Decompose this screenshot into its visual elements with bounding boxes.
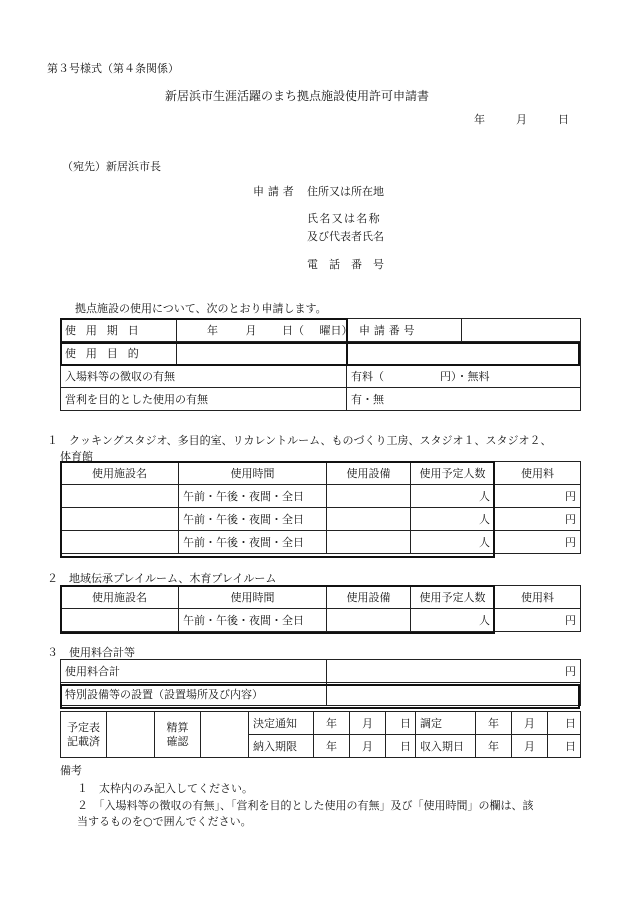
s2-fee-field: 円	[495, 609, 581, 632]
intro-text: 拠点施設の使用について、次のとおり申請します。	[75, 302, 327, 315]
note-2-cont: 当するものを○で囲んでください。	[77, 815, 252, 828]
s1-fee-field: 円	[495, 485, 581, 508]
purpose-label: 使用目的	[61, 342, 177, 365]
table-row	[61, 485, 581, 508]
office-table: 予定表 記載済 精算 確認 決定通知 年 月 日 調定 年 月 日 納入期限 年 月 日 収入期日 年 月 日	[60, 711, 581, 758]
s1-people-field[interactable]: 人	[411, 485, 495, 508]
applicant-label: 申請者	[253, 185, 298, 198]
s2-header-people: 使用予定人数	[411, 586, 495, 609]
decision-label: 決定通知	[249, 712, 314, 735]
note-1: １ 太枠内のみ記入してください。	[77, 782, 253, 795]
section1-heading: １ クッキングスタジオ、多目的室、リカレントルーム、ものづくり工房、スタジオ１、スタジオ２、	[47, 434, 552, 447]
s1-fee-field: 円	[495, 508, 581, 531]
section2-heading: ２ 地域伝承プレイルーム、木育プレイルーム	[47, 572, 277, 585]
section1-table	[60, 461, 581, 554]
receipt-label: 収入期日	[416, 735, 476, 758]
s1-fee-field: 円	[495, 531, 581, 554]
s1-header-people: 使用予定人数	[411, 462, 495, 485]
main-table	[60, 318, 581, 411]
s1-equipment-field[interactable]	[327, 508, 411, 531]
applicant-name-label: 氏名又は名称	[307, 212, 381, 225]
s1-facility-field[interactable]	[61, 508, 179, 531]
applicant-rep-label: 及び代表者氏名	[307, 230, 384, 243]
total-field: 円	[327, 660, 581, 683]
s1-time-options[interactable]: 午前・午後・夜間・全日	[179, 485, 327, 508]
s1-equipment-field[interactable]	[327, 485, 411, 508]
table-row	[61, 531, 581, 554]
profit-label: 営利を目的とした使用の有無	[61, 388, 347, 411]
table-row	[61, 508, 581, 531]
app-number-field	[462, 319, 581, 342]
fee-label: 入場料等の徴収の有無	[61, 365, 347, 388]
app-number-label: 申請番号	[347, 319, 462, 342]
table-row	[61, 609, 581, 632]
form-number: 第３号様式（第４条関係）	[47, 62, 179, 75]
adjust-label: 調定	[416, 712, 476, 735]
section1-heading-cont: 体育館	[60, 450, 93, 463]
s2-equipment-field[interactable]	[327, 609, 411, 632]
settle-field	[201, 712, 249, 758]
page-title: 新居浜市生涯活躍のまち拠点施設使用許可申請書	[165, 89, 430, 103]
s1-people-field[interactable]: 人	[411, 508, 495, 531]
purpose-field[interactable]	[177, 342, 581, 365]
profit-field[interactable]: 有・無	[347, 388, 581, 411]
s1-facility-field[interactable]	[61, 485, 179, 508]
s2-header-facility: 使用施設名	[61, 586, 179, 609]
s1-header-fee: 使用料	[495, 462, 581, 485]
s1-header-time: 使用時間	[179, 462, 327, 485]
fee-field[interactable]: 有料（ 円）・無料	[347, 365, 581, 388]
total-label: 使用料合計	[61, 660, 327, 683]
s2-header-equipment: 使用設備	[327, 586, 411, 609]
s2-header-time: 使用時間	[179, 586, 327, 609]
s1-time-options[interactable]: 午前・午後・夜間・全日	[179, 508, 327, 531]
deadline-label: 納入期限	[249, 735, 314, 758]
section3-heading: ３ 使用料合計等	[47, 646, 135, 659]
s1-equipment-field[interactable]	[327, 531, 411, 554]
s2-header-fee: 使用料	[495, 586, 581, 609]
s2-facility-field[interactable]	[61, 609, 179, 632]
applicant-address-label: 住所又は所在地	[307, 185, 384, 198]
settle-label: 精算 確認	[155, 712, 201, 758]
s1-people-field[interactable]: 人	[411, 531, 495, 554]
date-year: 年	[474, 113, 485, 126]
s2-people-field[interactable]: 人	[411, 609, 495, 632]
notes-heading: 備考	[60, 764, 82, 777]
schedule-label: 予定表 記載済	[61, 712, 107, 758]
date-month: 月	[516, 113, 527, 126]
note-2: ２ 「入場料等の徴収の有無」、「営利を目的とした使用の有無」及び「使用時間」の欄は、該	[77, 799, 534, 812]
s2-time-options[interactable]: 午前・午後・夜間・全日	[179, 609, 327, 632]
date-day: 日	[558, 113, 569, 126]
section2-table	[60, 585, 581, 632]
s1-header-equipment: 使用設備	[327, 462, 411, 485]
schedule-field	[107, 712, 155, 758]
applicant-phone-label: 電話番号	[307, 258, 395, 271]
equipment-field[interactable]	[327, 683, 581, 706]
equipment-label: 特別設備等の設置（設置場所及び内容）	[61, 683, 327, 706]
addressee: （宛先）新居浜市長	[62, 160, 161, 173]
period-label: 使用期日	[61, 319, 177, 342]
period-date-field[interactable]: 年 月 日（ 曜日）	[177, 319, 347, 342]
s1-header-facility: 使用施設名	[61, 462, 179, 485]
s1-facility-field[interactable]	[61, 531, 179, 554]
s1-time-options[interactable]: 午前・午後・夜間・全日	[179, 531, 327, 554]
section3-table	[60, 659, 581, 706]
